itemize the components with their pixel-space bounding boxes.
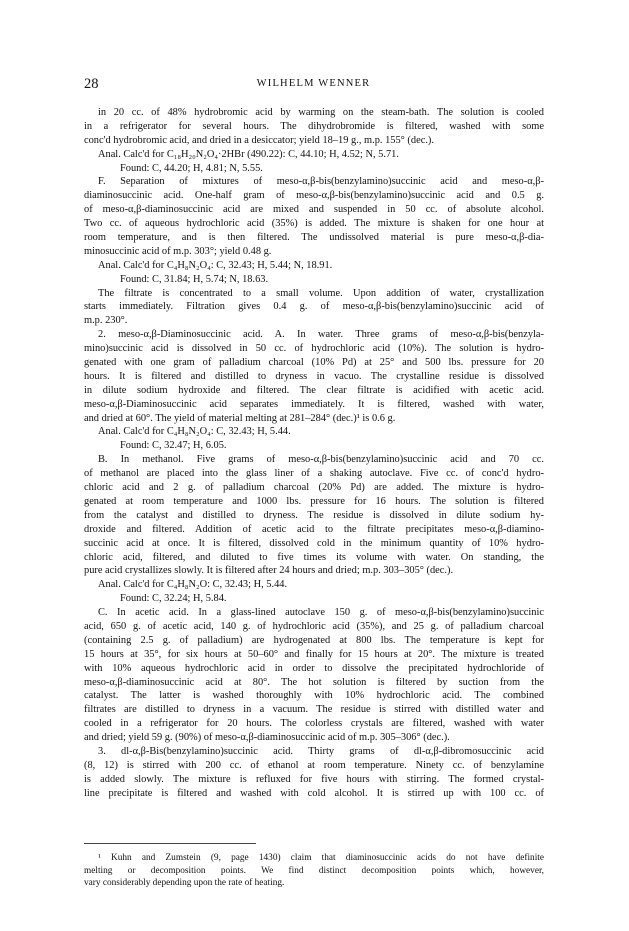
text-line: diaminosuccinic acid. One-half gram of meso-α,β-bis(benzylamino)succinic acid and 0.5 g. bbox=[84, 190, 544, 202]
text-line: genated at room temperature and 1000 lbs. pressure for 16 hours. The solution is filtered bbox=[84, 495, 544, 507]
text-line: pure acid crystallizes slowly. It is filtered after 24 hours and dried; m.p. 303–305° (dec.). bbox=[84, 565, 454, 577]
text-line: Found: C, 31.84; H, 5.74; N, 18.63. bbox=[120, 273, 269, 285]
text-line: Two cc. of aqueous hydrochloric acid (35%) is added. The mixture is shaken for one hour at bbox=[84, 218, 544, 230]
text-line: hours. It is filtered and distilled to dryness in vacuo. The crystalline residue is dissolved bbox=[84, 370, 544, 382]
text-line: succinic acid at once. It is filtered, dissolved cold in the minimum quantity of 10% hydro- bbox=[84, 537, 544, 549]
text-line: and dried; yield 59 g. (90%) of meso-α,β-diaminosuccinic acid of m.p. 305–306° (dec.). bbox=[84, 732, 450, 744]
text-line: (8, 12) is stirred with 200 cc. of ethanol at room temperature. Ninety cc. of benzylamine bbox=[84, 759, 544, 771]
footnote-rule bbox=[84, 843, 256, 844]
text-line: chloric acid and 2 g. of palladium charcoal (20% Pd) are added. The mixture is hydro- bbox=[84, 482, 544, 494]
text-line: (containing 2.5 g. of palladium) are hydrogenated at 800 lbs. The temperature is kept for bbox=[84, 634, 544, 646]
text-line: Anal. Calc'd for C₄H₈N₂O₄: C, 32.43; H, 5.44. bbox=[98, 426, 291, 438]
text-line: Found: C, 44.20; H, 4.81; N, 5.55. bbox=[120, 162, 263, 174]
footnote bbox=[84, 852, 544, 890]
text-line: Anal. Calc'd for C₄H₈N₂O₄: C, 32.43; H, 5.44; N, 18.91. bbox=[98, 259, 333, 271]
text-line: with 10% aqueous hydrochloric acid in order to dissolve the precipitated hydrochloride of bbox=[84, 662, 544, 674]
text-line: 2. meso-α,β-Diaminosuccinic acid. A. In water. Three grams of meso-α,β-bis(benzyla- bbox=[98, 329, 544, 341]
text-line: B. In methanol. Five grams of meso-α,β-bis(benzylamino)succinic acid and 70 cc. bbox=[98, 454, 544, 466]
text-line: 3. dl-α,β-Bis(benzylamino)succinic acid. Thirty grams of dl-α,β-dibromosuccinic acid bbox=[98, 745, 544, 757]
text-line: filtrates are distilled to dryness in a vacuum. The residue is stirred with distilled water and bbox=[84, 704, 544, 716]
text-line: droxide and filtered. Addition of acetic acid to the filtrate precipitates meso-α,β-diamino- bbox=[84, 523, 544, 535]
text-line: C. In acetic acid. In a glass-lined autoclave 150 g. of meso-α,β-bis(benzylamino)succinic bbox=[98, 607, 544, 619]
text-line: F. Separation of mixtures of meso-α,β-bis(benzylamino)succinic acid and meso-α,β- bbox=[98, 176, 544, 188]
text-line: Anal. Calc'd for C₄H₈N₂O: C, 32.43; H, 5.44. bbox=[98, 579, 288, 591]
text-line: Found: C, 32.47; H, 6.05. bbox=[120, 440, 227, 452]
text-line: meso-α,β-diaminosuccinic acid at 80°. The hot solution is filtered by suction from the bbox=[84, 676, 544, 688]
text-line: minosuccinic acid of m.p. 303°; yield 0.48 g. bbox=[84, 245, 272, 257]
body-text bbox=[84, 106, 544, 801]
text-line: The filtrate is concentrated to a small volume. Upon addition of water, crystallization bbox=[98, 287, 544, 299]
text-line: 15 hours at 35°, for six hours at 50–60° and finally for 15 hours at 20°. The mixture is treated bbox=[84, 648, 544, 660]
text-line: genated with one gram of palladium charcoal (10% Pd) at 25° and 500 lbs. pressure for 20 bbox=[84, 357, 544, 369]
text-line: mino)succinic acid is dissolved in 50 cc. of hydrochloric acid (10%). The solution is hydro- bbox=[84, 343, 544, 355]
page-number: 28 bbox=[84, 76, 99, 92]
footnote-line: vary considerably depending upon the rate of heating. bbox=[84, 878, 285, 888]
text-line: room temperature, and is then filtered. The undissolved material is pure meso-α,β-dia- bbox=[84, 232, 544, 244]
text-line: Found: C, 32.24; H, 5.84. bbox=[120, 593, 227, 605]
text-line: meso-α,β-Diaminosuccinic acid separates immediately. It is filtered, washed with water, bbox=[84, 398, 544, 410]
text-line: m.p. 230°. bbox=[84, 315, 128, 327]
footnote-line: melting or decomposition points. We find distinct decomposition points which, however, bbox=[84, 865, 544, 876]
text-line: of meso-α,β-diaminosuccinic acid are mixed and suspended in 50 cc. of absolute alcohol. bbox=[84, 204, 544, 216]
text-line: in 20 cc. of 48% hydrobromic acid by warming on the steam-bath. The solution is cooled bbox=[98, 107, 544, 118]
text-line: Anal. Calc'd for C₁₈H₂₀N₂O₄·2HBr (490.22): C, 44.10; H, 4.52; N, 5.71. bbox=[98, 148, 399, 160]
text-line: is added slowly. The mixture is refluxed for five hours with stirring. The formed crystal- bbox=[84, 773, 544, 785]
page-header bbox=[84, 76, 543, 92]
text-line: in dilute sodium hydroxide and filtered. The clear filtrate is acidified with acetic acid. bbox=[84, 384, 544, 396]
footnote-line: ¹ Kuhn and Zumstein (9, page 1430) claim that diaminosuccinic acids do not have definite bbox=[98, 853, 544, 863]
text-line: catalyst. The latter is washed thoroughly with 10% hydrochloric acid. The combined bbox=[84, 690, 544, 702]
text-line: starts immediately. Filtration gives 0.4 g. of meso-α,β-bis(benzylamino)succinic acid of bbox=[84, 301, 544, 313]
text-line: and dried at 60°. The yield of material melting at 281–284° (dec.)¹ is 0.6 g. bbox=[84, 412, 396, 424]
text-line: line precipitate is filtered and washed with cold alcohol. It is stirred up with 100 cc. of bbox=[84, 787, 544, 799]
running-head: WILHELM WENNER bbox=[256, 78, 371, 89]
text-line: in a refrigerator for several hours. The dihydrobromide is filtered, washed with some bbox=[84, 120, 544, 132]
text-line: cooled in a refrigerator for 20 hours. The colorless crystals are filtered, washed with water bbox=[84, 718, 544, 730]
text-line: conc'd hydrobromic acid, and dried in a desiccator; yield 18–19 g., m.p. 155° (dec.). bbox=[84, 134, 434, 146]
text-line: chloric acid, filtered, and diluted to five times its volume with water. On standing, the bbox=[84, 551, 544, 563]
text-line: of methanol are placed into the glass liner of a shaking autoclave. Five cc. of conc'd hydro- bbox=[84, 468, 544, 480]
text-line: from the catalyst and distilled to dryness. The residue is dissolved in dilute sodium hy- bbox=[84, 509, 544, 521]
text-line: acid, 650 g. of acetic acid, 140 g. of hydrochloric acid (35%), and 25 g. of palladium charcoal bbox=[84, 620, 544, 632]
